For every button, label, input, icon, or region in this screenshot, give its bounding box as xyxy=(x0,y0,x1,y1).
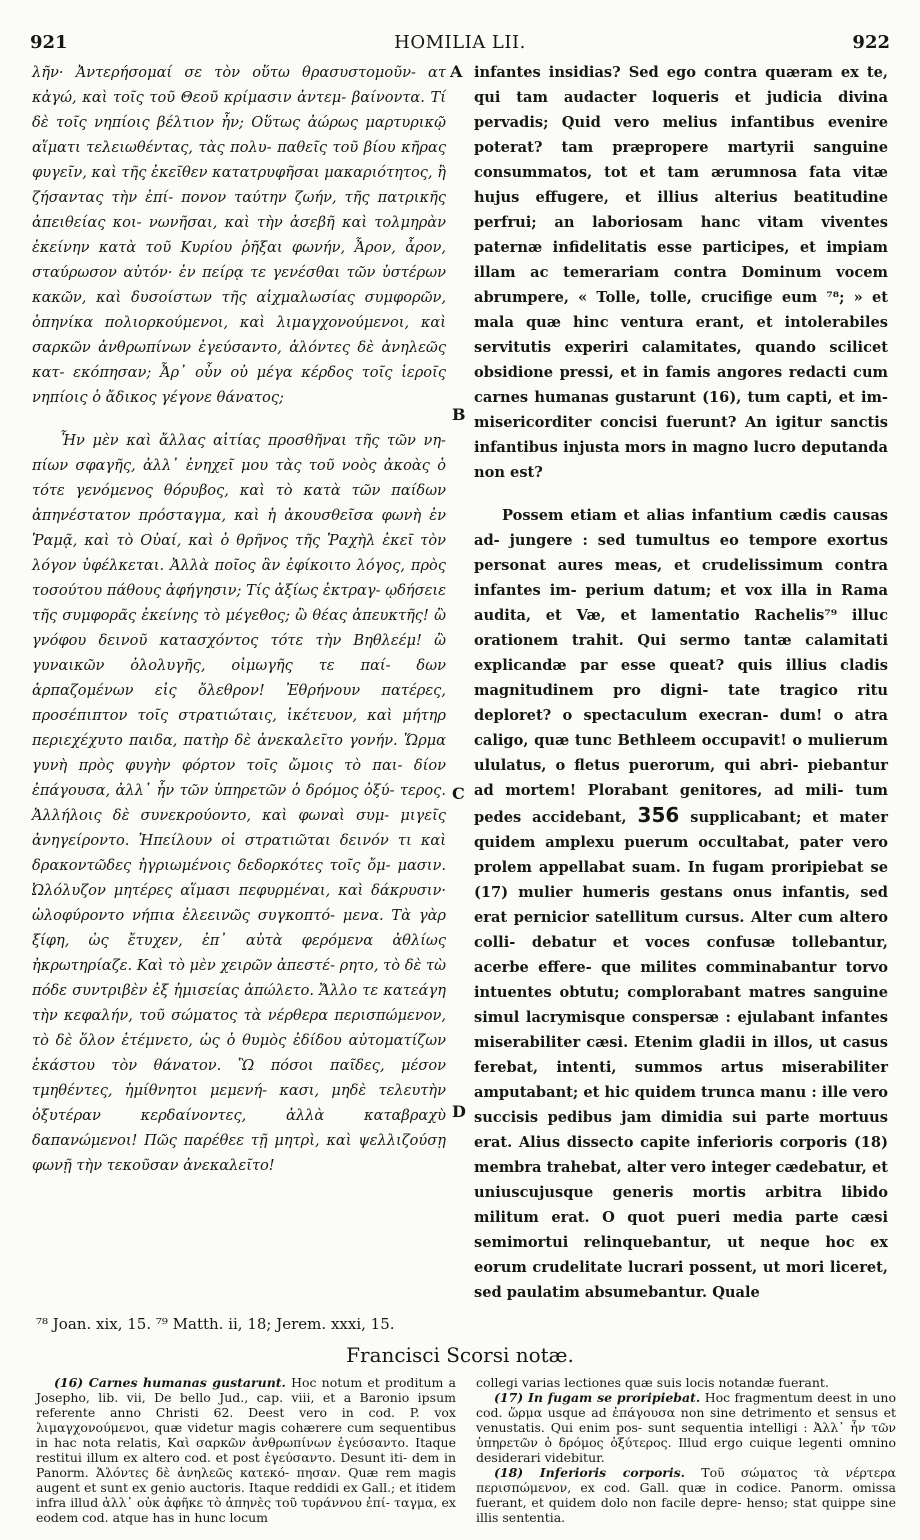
notes-title: Francisci Scorsi notæ. xyxy=(346,1343,574,1367)
note-18 xyxy=(476,1465,896,1525)
greek-paragraph-1: λῆν· Ἀντερήσομαί σε τὸν οὕτω θρασυστομοῦν- ατ κἀγώ, καὶ τοῖς τοῦ Θεοῦ κρίμασιν ἀντεμ- βαίνοντα. Τί δὲ τοῖς νηπίοις βέλτιον ἦν; Οὕτως ἀώρως μαρτυρικῷ αἵματι τελειωθέντας, τὰς πολυ- παθεῖς τοῦ βίου κῆρας φυγεῖν, καὶ τῆς ἐκεῖθεν κατατρυφῆσαι μακαριότητος, ἢ ζήσαντας τὴν ἐπί- πονον ταύτην ζωήν, τῆς πατρικῆς ἀπειθείας κοι- νωνῆσαι, καὶ τὴν ἀσεβῆ καὶ τολμηρὰν ἐκείνην κατὰ τοῦ Κυρίου ῥῆξαι φωνήν, Ἆρον, ἆρον, σταύρωσον αὐτόν· ἐν πείρᾳ τε γενέσθαι τῶν ὑστέρων κακῶν, καὶ δυσοίστων τῆς αἰχμαλωσίας συμφορῶν, ὁπηνίκα πολιορκούμενοι, καὶ λιμαγχονούμενοι, καὶ σαρκῶν ἀνθρωπίνων ἐγεύσαντο, ἁλόντες δὲ ἀνηλεῶς κατ- εκόπησαν; Ἆρ᾽ οὖν οὐ μέγα κέρδος τοῖς ἱεροῖς νηπίοις ὁ ἄδικος γέγονε θάνατος; xyxy=(32,64,446,406)
latin-paragraph-1: infantes insidias? Sed ego contra quæram ex te, qui tam audacter loqueris et judicia divina pervadis; Quid vero melius infantibus evenire poterat? tam præpropere martyrii sanguine consummatos, tot et tam ærumnosa fata vitæ hujus effugere, et illius alterius beatitudine perfrui; an laboriosam hanc vitam viventes paternæ infidelitatis esse participes, et impiam illam ac temerariam contra Dominum vocem abrumpere, « Tolle, tolle, crucifige eum ⁷⁸; » et mala quæ hinc ventura erant, et intolerabiles servitutis experiri calamitates, quando scilicet obsidione pressi, et in famis angores redacti cum carnes humanas gustarunt (16), tum capti, et im- misericorditer concisi fuerunt? An igitur sanctis infantibus injusta mors in magno lucro deputanda non est? xyxy=(474,64,888,481)
greek-paragraph-2: Ἦν μὲν καὶ ἄλλας αἰτίας προσθῆναι τῆς τῶν νη- πίων σφαγῆς, ἀλλ᾽ ἐνηχεῖ μου τὰς τοῦ νοὸς ἀκοὰς ὁ τότε γενόμενος θόρυβος, καὶ τὸ κατὰ τῶν παίδων ἀπηνέστατον πρόσταγμα, καὶ ἡ ἀκουσθεῖσα φωνὴ ἐν Ῥαμᾷ, καὶ τὸ Οὐαί, καὶ ὁ θρῆνος τῆς Ῥαχὴλ ἐκεῖ τὸν λόγον ὑφέλκεται. Ἀλλὰ ποῖος ἂν ἐφίκοιτο λόγος, πρὸς τοσούτου πάθους ἀφήγησιν; Τίς ἀξίως ἐκτραγ- ῳδήσειε τῆς συμφορᾶς ἐκείνης τὸ μέγεθος; ὢ θέας ἀπευκτῆς! ὢ γνόφου δεινοῦ κατασχόντος τότε τὴν Βηθλεέμ! ὢ γυναικῶν ὀλολυγῆς, οἰμωγῆς τε παί- δων ἁρπαζομένων εἰς ὄλεθρον! Ἐθρήνουν πατέρες, προσέπιπτον τοῖς στρατιώταις, ἱκέτευον, καὶ μήτηρ περιεχέχυτο παιδα, πατὴρ δὲ ἀνεκαλεῖτο γονήν. Ὥρμα γυνὴ πρὸς φυγὴν φόρτον τοῖς ὤμοις τὸ παι- δίον ἐπάγουσα, ἀλλ᾽ ἦν τῶν ὑπηρετῶν ὁ δρόμος ὀξύ- τερος. Ἀλλήλοις δὲ συνεκρούοντο, καὶ φωναὶ συμ- μιγεῖς ἀνηγείροντο. Ἠπείλουν οἱ στρατιῶται δεινόν τι καὶ δρακοντῶδες ἠγριωμένοις δεδορκότες τοῖς ὄμ- μασιν. Ὠλόλυζον μητέρες αἵμασι πεφυρμέναι, καὶ δάκρυσιν· ὠλοφύροντο νήπια ἐλεεινῶς συγκοπτό- μενα. Τὰ γὰρ ξίφη, ὡς ἔτυχεν, ἐπ᾽ αὐτὰ φερόμενα ἀθλίως ἠκρωτηρίαζε. Καὶ τὸ μὲν χειρῶν ἀπεστέ- ρητο, τὸ δὲ τὼ πόδε συντριβὲν ἐξ ἡμισείας ἀπώλετο. Ἄλλο τε κατεάγη τὴν κεφαλήν, τοῦ σώματος τὰ νέρθερα περισπώμενον, τὸ δὲ ὅλον ἐτέμνετο, ὡς ὁ θυμὸς ἐδίδου αὐτοματίζων ἑκάστου τὸν θάνατον. Ὢ πόσοι παῖδες, μέσον τμηθέντες, ἡμίθνητοι μεμενή- κασι, μηδὲ τελευτὴν ὀξυτέραν κερδαίνοντες, ἀλλὰ καταβραχὺ δαπανώμενοι! Πῶς παρέθεε τῇ μητρὶ, καὶ ψελλιζούσῃ φωνῇ τὴν τεκοῦσαν ἀνεκαλεῖτο! xyxy=(32,432,446,1174)
margin-marker-d: D xyxy=(452,1102,466,1121)
scripture-references: ⁷⁸ Joan. xix, 15. ⁷⁹ Matth. ii, 18; Jerem. xxxi, 15. xyxy=(36,1315,395,1333)
note-16-text: Hoc notum et proditum a Josepho, lib. vii, De bello Jud., cap. viii, et a Baronio ipsum referente anno Christi 62. Deest vero in cod. P. vox λιμαγχονούμενοι, quæ videtur magis cohærere cum sequentibus in hac nota relatis, Καὶ σαρκῶν ἀνθρωπίνων ἐγεύσαντο. Itaque restitui illum ex altero cod. et post ἐγεύσαντο. Desunt iti- dem in Panorm. Ἁλόντες δὲ ἀνηλεῶς κατεκό- πησαν. Quæ rem magis augent et sunt ex genio auctoris. Itaque reddidi ex Gall.; et itidem infra illud ἀλλ᾽ οὐκ ἀφῆκε τὸ ἀπηνὲς τοῦ τυράννου ἐπί- ταγμα, ex eodem cod. atque has in hunc locum xyxy=(36,1375,456,1525)
note-17 xyxy=(476,1390,896,1465)
page-number-right: 922 xyxy=(852,32,890,53)
margin-marker-c: C xyxy=(452,784,465,803)
notes-right-column xyxy=(476,1375,896,1525)
note-18-label: (18) Inferioris corporis. xyxy=(494,1465,686,1480)
inline-page-number: 356 xyxy=(637,803,680,827)
latin-column xyxy=(474,60,888,1305)
note-16 xyxy=(36,1375,456,1525)
note-17-label: (17) In fugam se proripiebat. xyxy=(494,1390,701,1405)
note-16-continued: collegi varias lectiones quæ suis locis notandæ fuerant. xyxy=(476,1375,829,1390)
margin-marker-b: B xyxy=(452,405,466,424)
greek-column xyxy=(32,60,446,1178)
page-header xyxy=(30,28,890,56)
latin-paragraph-2b: supplicabant; et mater quidem amplexu puerum occultabat, pater vero prolem appellabat suam. In fugam proripiebat se (17) mulier humeris gestans onus infantis, sed erat pernicior satellitum cursus. Alter cum altero colli- debatur et voces confusæ tollebantur, acerbe effere- que milites comminabantur torvo intuentes obtutu; complorabant matres sanguine simul lacrymisque conspersæ : ejulabant infantes miserabiliter cæsi. Etenim gladii in illos, ut casus ferebat, intenti, summos artus miserabiliter amputabant; et hic quidem trunca manu : ille vero succisis pedibus jam dimidia sui parte mortuus erat. Alius dissecto capite inferioris corporis (18) membra trahebat, alter vero integer cædebatur, et uniuscujusque generis mortis arbitra libido militum erat. O quot pueri media parte cæsi semimortui relinquebantur, ut neque hoc ex eorum crudelitate lucrari possent, ut mori liceret, sed paulatim absumebantur. Quale xyxy=(474,809,888,1301)
page-number-left: 921 xyxy=(30,32,68,53)
notes-left-column xyxy=(36,1375,456,1525)
note-16-label: (16) Carnes humanas gustarunt. xyxy=(54,1375,286,1390)
running-title: HOMILIA LII. xyxy=(394,32,526,53)
latin-paragraph-2a: Possem etiam et alias infantium cædis causas ad- jungere : sed tumultus eo tempore exortus personat aures meas, et crudelissimum contra infantes im- perium datum; et vox illa in Rama audita, et Væ, et lamentatio Rachelis⁷⁹ illuc orationem trahit. Qui sermo tantæ calamitati explicandæ par esse queat? quis illius cladis magnitudinem pro digni- tate tragico ritu deploret? o spectaculum execran- dum! o atra caligo, quæ tunc Bethleem occupavit! o mulierum ululatus, o fletus puerorum, qui abri- piebantur ad mortem! Plorabant genitores, ad mili- tum pedes accidebant, xyxy=(474,507,888,826)
note-17-text: Hoc fragmentum deest in uno cod. ὥρμα usque ad ἐπάγουσα non sine detrimento et sensus et venustatis. Qui enim pos- sunt sequentia intelligi : Ἀλλ᾽ ἦν τῶν ὑπηρετῶν ὁ δρόμος ὀξύτερος. Illud ergo cuique legenti omnino desiderari videbitur. xyxy=(476,1390,896,1465)
latin-paragraph-2 xyxy=(474,503,888,1305)
note-18-text: Τοῦ σώματος τὰ νέρτερα περισπώμενον, ex cod. Gall. quæ in codice. Panorm. omissa fuerant, et quidem dolo non facile depre- henso; stat quippe sine illis sententia. xyxy=(476,1465,896,1525)
margin-marker-a: A xyxy=(450,62,463,81)
